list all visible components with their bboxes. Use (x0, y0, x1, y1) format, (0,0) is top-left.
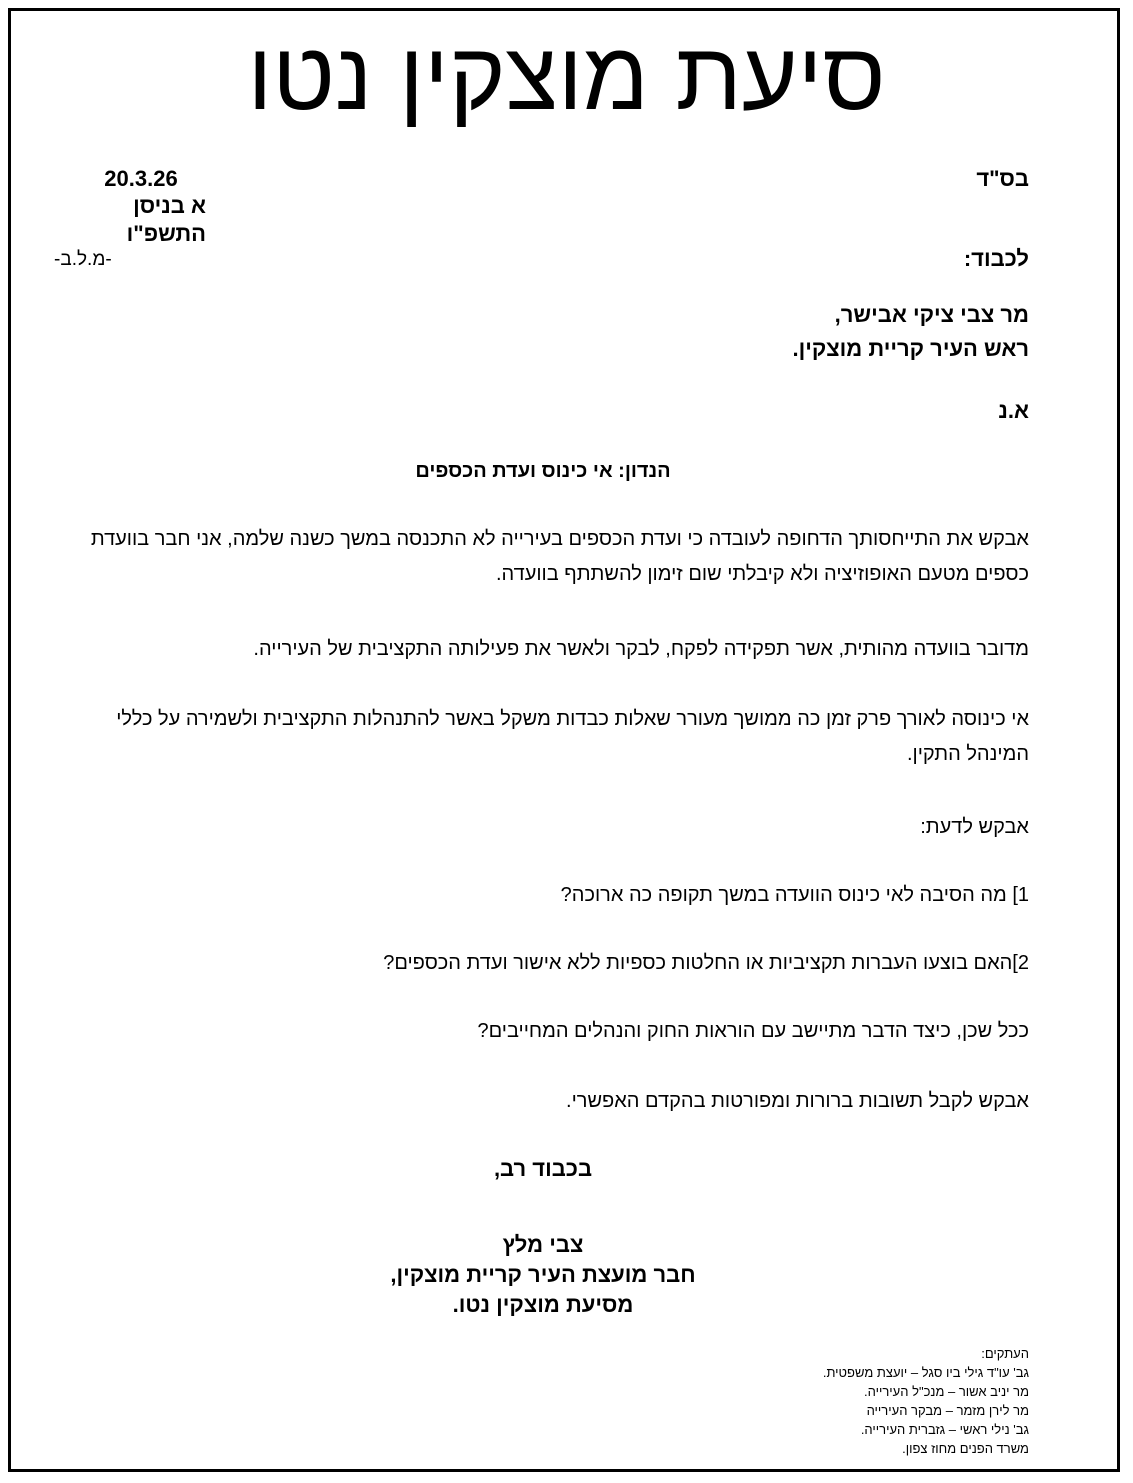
copies-item: מר לירן מזמר – מבקר העירייה (866, 1403, 1029, 1418)
recipient-role: ראש העיר קריית מוצקין. (792, 336, 1029, 361)
closing: בכבוד רב, (493, 1156, 593, 1181)
subject-line: הנדון: אי כינוס ועדת הכספים (415, 460, 671, 482)
to-label: לכבוד: (963, 246, 1029, 271)
signature-block (0, 1230, 1086, 1320)
body-paragraph-6: אבקש לקבל תשובות ברורות ומפורטות בהקדם האפשרי. (566, 1090, 1029, 1112)
date-hebrew: א בניסן התשפ"ו (126, 193, 206, 246)
question-2: 2]האם בוצעו העברות תקציביות או החלטות כספיות ללא אישור ועדת הכספים? (383, 952, 1029, 974)
copies-item: מר יניב אשור – מנכ"ל העירייה. (864, 1384, 1029, 1399)
copies-item: משרד הפנים מחוז צפון. (902, 1441, 1029, 1456)
greeting: א.נ (998, 398, 1029, 423)
signature-title-1: חבר מועצת העיר קריית מוצקין, (390, 1262, 696, 1287)
signature-title-2: מסיעת מוצקין נטו. (452, 1292, 634, 1317)
copies-block (629, 1344, 1029, 1458)
letterhead-title: סיעת מוצקין נטו (247, 23, 886, 130)
recipient-name: מר צבי ציקי אבישר, (834, 302, 1029, 327)
recipient-block (429, 298, 1029, 366)
date-gregorian: 20.3.26 (104, 166, 178, 191)
copies-item: גב' נילי ראשי – גזברית העירייה. (860, 1422, 1029, 1437)
signature-name: צבי מלץ (502, 1232, 584, 1257)
body-paragraph-3: אי כינוסה לאורך פרק זמן כה ממושך מעורר שאלות כבדות משקל באשר להתנהלות התקציבית ולשמירה על כללי המינהל התקין. (116, 708, 1029, 765)
body-paragraph-2: מדובר בוועדה מהותית, אשר תפקידה לפקח, לבקר ולאשר את פעילותה התקציבית של העירייה. (253, 638, 1029, 660)
bsd-mark: בס"ד (976, 166, 1029, 191)
copies-item: גב' עו"ד גילי ביו סגל – יועצת משפטית. (822, 1365, 1029, 1380)
body-paragraph-4: אבקש לדעת: (920, 816, 1029, 838)
copies-label: העתקים: (981, 1346, 1029, 1361)
body-paragraph-5: ככל שכן, כיצד הדבר מתיישב עם הוראות החוק והנהלים המחייבים? (477, 1020, 1029, 1042)
question-1: 1] מה הסיבה לאי כינוס הוועדה במשך תקופה כה ארוכה? (560, 884, 1029, 906)
date-block (54, 166, 206, 272)
body-paragraph-1: אבקש את התייחסותך הדחופה לעובדה כי ועדת הכספים בעירייה לא התכנסה במשך כשנה שלמה, אני חבר בוועדת כספים מטעם האופוזיציה ולא קיבלתי שום זימון להשתתף בוועדה. (90, 528, 1029, 585)
mlb-mark: -מ.ל.ב- (54, 249, 112, 270)
